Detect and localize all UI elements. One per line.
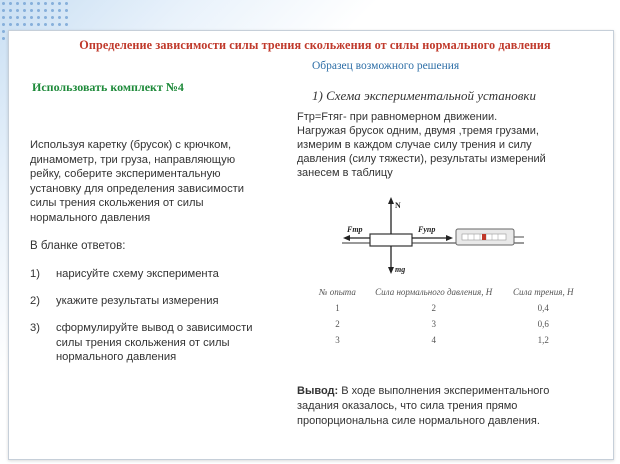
dynamometer-pointer	[482, 234, 486, 240]
method-line: давления (силу тяжести), результаты измерений	[297, 153, 546, 165]
conclusion	[297, 384, 597, 429]
task-line: рейку, соберите экспериментальную	[30, 168, 221, 180]
method-line: Fтр=Fтяг- при равномерном движении.	[297, 111, 498, 123]
table-cell: 3	[431, 319, 436, 329]
answer-text: нарисуйте схему эксперимента	[56, 268, 219, 280]
gravity-arrowhead	[388, 267, 394, 274]
answer-number: 3)	[30, 322, 40, 334]
conclusion-text: В ходе выполнения экспериментального	[338, 385, 550, 397]
label-fupr: Fупр	[418, 225, 436, 234]
task-line: установку для определения зависимости	[30, 182, 245, 195]
table-header-row	[312, 286, 582, 299]
table-row	[312, 299, 582, 315]
task-line: Используя каретку (брусок) с крючком,	[30, 139, 232, 151]
task-line: нормального давления	[30, 211, 151, 224]
table-cell: 0,6	[537, 319, 549, 329]
table-header-cell: Сила нормального давления, Н	[375, 287, 493, 297]
table-header-cell: Сила трения, Н	[513, 287, 574, 297]
table-cell: 1	[335, 303, 340, 313]
label-n: N	[395, 201, 401, 210]
table-row	[312, 315, 582, 331]
conclusion-text: пропорциональна силе нормального давления.	[297, 415, 540, 427]
experiment-diagram	[342, 196, 527, 278]
answer-text: нормального давления	[56, 351, 177, 363]
elastic-force-arrowhead	[446, 235, 453, 241]
answers-title: В бланке ответов:	[30, 240, 126, 252]
answer-text: сформулируйте вывод о зависимости	[56, 322, 253, 334]
task-line: силы трения скольжения от силы	[30, 197, 204, 209]
solution-subtitle: Образец возможного решения	[312, 60, 460, 72]
answer-number: 2)	[30, 295, 40, 307]
friction-arrowhead	[343, 235, 350, 241]
method-line: занесем в таблицу	[297, 167, 393, 179]
table-cell: 0,4	[537, 303, 549, 313]
table-cell: 1,2	[537, 335, 549, 345]
table-cell: 2	[431, 303, 436, 313]
answer-number: 1)	[30, 268, 40, 280]
table-cell: 4	[431, 335, 436, 345]
task-line: динамометр, три груза, направляющую	[30, 153, 236, 166]
table-cell: 3	[335, 335, 340, 345]
label-mg: mg	[395, 265, 406, 274]
table-row	[312, 331, 582, 347]
table-cell: 2	[335, 319, 340, 329]
conclusion-label: Вывод:	[297, 385, 339, 397]
scheme-heading: 1) Схема экспериментальной установки	[312, 88, 536, 103]
method-description	[297, 110, 597, 180]
kit-heading: Использовать комплект №4	[32, 80, 184, 94]
method-line: Нагружая брусок одним, двумя ,тремя грузами,	[297, 125, 539, 137]
answer-text: силы трения скольжения от силы	[56, 336, 230, 349]
slide-title: Определение зависимости силы трения скольжения от силы нормального давления	[79, 38, 551, 52]
normal-force-arrowhead	[388, 197, 394, 204]
task-description	[30, 138, 275, 225]
block-shape	[370, 234, 412, 246]
conclusion-text: задания оказалось, что сила трения прямо	[297, 400, 518, 412]
answer-text: укажите результаты измерения	[56, 295, 219, 307]
table-header-cell: № опыта	[318, 287, 356, 297]
method-line: измерим в каждом случае силу трения и силу	[297, 139, 532, 151]
results-table	[312, 286, 582, 347]
label-ftr: Fтр	[347, 225, 363, 234]
